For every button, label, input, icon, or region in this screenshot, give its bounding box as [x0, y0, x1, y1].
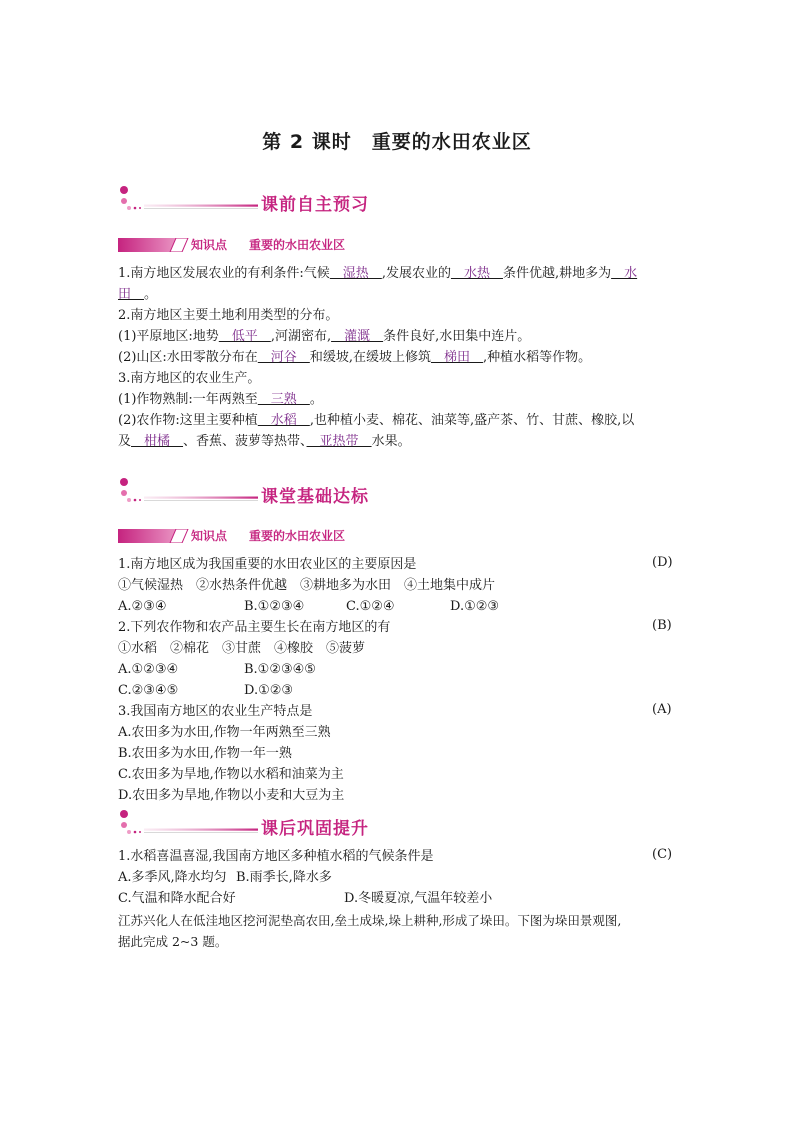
- section-decoration-icon: [118, 476, 268, 512]
- option-c: C.①②④: [346, 599, 395, 614]
- answer-blank: 水: [611, 266, 638, 281]
- question-2-options-2: [118, 681, 678, 701]
- answer-key: (C): [652, 847, 673, 862]
- preview-line-6: (1)作物熟制:一年两熟至 三熟 。: [118, 392, 323, 407]
- option-b: B.①②③④: [244, 599, 305, 614]
- question-after-1-options-2: [118, 889, 678, 909]
- passage-line-2: 据此完成 2~3 题。: [118, 934, 228, 949]
- answer-blank: 亚热带: [306, 434, 372, 449]
- section-header-after: [118, 808, 678, 844]
- answer-blank: 灌溉: [331, 329, 384, 344]
- section-decoration-icon: [118, 808, 268, 844]
- answer-blank: 水热: [450, 266, 503, 281]
- option-d: D.冬暖夏凉,气温年较差小: [344, 891, 493, 906]
- question-after-1: 1.水稻喜温喜湿,我国南方地区多种植水稻的气候条件是: [118, 849, 434, 864]
- page-title: 第 2 课时 重要的水田农业区: [262, 131, 532, 153]
- preview-line-8: 及 柑橘 、香蕉、菠萝等热带、 亚热带 水果。: [118, 434, 411, 449]
- option-a: A.②③④: [118, 599, 167, 614]
- answer-blank: 柑橘: [131, 434, 184, 449]
- section-title: 课堂基础达标: [261, 487, 369, 507]
- answer-key: (B): [652, 618, 672, 633]
- answer-key: (D): [652, 555, 673, 570]
- question-after-1-options-1: [118, 868, 678, 888]
- question-2: 2.下列农作物和农产品主要生长在南方地区的有: [118, 620, 391, 635]
- knowledge-name: 重要的水田农业区: [249, 529, 346, 543]
- section-decoration-icon: [118, 184, 268, 220]
- option-b: B.农田多为水田,作物一年一熟: [118, 746, 292, 761]
- section-header-preview: [118, 184, 678, 220]
- question-2-items: ①水稻 ②棉花 ③甘蔗 ④橡胶 ⑤菠萝: [118, 641, 366, 656]
- option-c: C.②③④⑤: [118, 683, 179, 698]
- preview-line-1b: 田 。: [118, 287, 158, 302]
- knowledge-label: 知识点: [191, 238, 228, 252]
- question-3: 3.我国南方地区的农业生产特点是: [118, 704, 313, 719]
- preview-line-1: 1.南方地区发展农业的有利条件:气候 湿热 ,发展农业的 水热 条件优越,耕地多为 水: [118, 266, 638, 281]
- knowledge-label: 知识点: [191, 529, 228, 543]
- knowledge-point-tag: [118, 236, 518, 256]
- answer-blank: 田: [118, 287, 145, 302]
- option-b: B.雨季长,降水多: [236, 870, 332, 885]
- answer-blank: 低平: [218, 329, 271, 344]
- question-1-items: ①气候湿热 ②水热条件优越 ③耕地多为水田 ④土地集中成片: [118, 578, 496, 593]
- answer-blank: 水稻: [257, 413, 310, 428]
- option-c: C.农田多为旱地,作物以水稻和油菜为主: [118, 767, 344, 782]
- preview-line-7: (2)农作物:这里主要种植 水稻 ,也种植小麦、棉花、油菜等,盛产茶、竹、甘蔗、橡胶,以: [118, 413, 635, 428]
- tag-tab-icon: [118, 238, 190, 252]
- passage-line-1: 江苏兴化人在低洼地区挖河泥垫高农田,垒土成垛,垛上耕种,形成了垛田。下图为垛田景观图,: [118, 913, 622, 928]
- option-a: A.多季风,降水均匀: [118, 870, 227, 885]
- section-header-class: [118, 476, 678, 512]
- question-1-options: [118, 597, 678, 617]
- preview-line-4: (2)山区:水田零散分布在 河谷 和缓坡,在缓坡上修筑 梯田 ,种植水稻等作物。: [118, 350, 592, 365]
- option-d: D.①②③: [450, 599, 500, 614]
- option-c: C.气温和降水配合好: [118, 891, 236, 906]
- answer-blank: 河谷: [257, 350, 310, 365]
- question-1: 1.南方地区成为我国重要的水田农业区的主要原因是: [118, 557, 417, 572]
- preview-line-5: 3.南方地区的农业生产。: [118, 371, 261, 386]
- answer-blank: 三熟: [257, 392, 310, 407]
- option-d: D.农田多为旱地,作物以小麦和大豆为主: [118, 788, 345, 803]
- question-2-options-1: [118, 660, 678, 680]
- preview-line-3: (1)平原地区:地势 低平 ,河湖密布, 灌溉 条件良好,水田集中连片。: [118, 329, 531, 344]
- answer-blank: 梯田: [430, 350, 483, 365]
- option-a: A.农田多为水田,作物一年两熟至三熟: [118, 725, 331, 740]
- option-a: A.①②③④: [118, 662, 179, 677]
- preview-line-2: 2.南方地区主要土地利用类型的分布。: [118, 308, 339, 323]
- tag-tab-icon: [118, 529, 190, 543]
- option-b: B.①②③④⑤: [244, 662, 316, 677]
- answer-key: (A): [652, 702, 672, 717]
- answer-blank: 湿热: [329, 266, 382, 281]
- section-title: 课前自主预习: [261, 195, 369, 215]
- option-d: D.①②③: [244, 683, 294, 698]
- knowledge-point-tag: [118, 527, 518, 547]
- knowledge-name: 重要的水田农业区: [249, 238, 346, 252]
- section-title: 课后巩固提升: [261, 819, 369, 839]
